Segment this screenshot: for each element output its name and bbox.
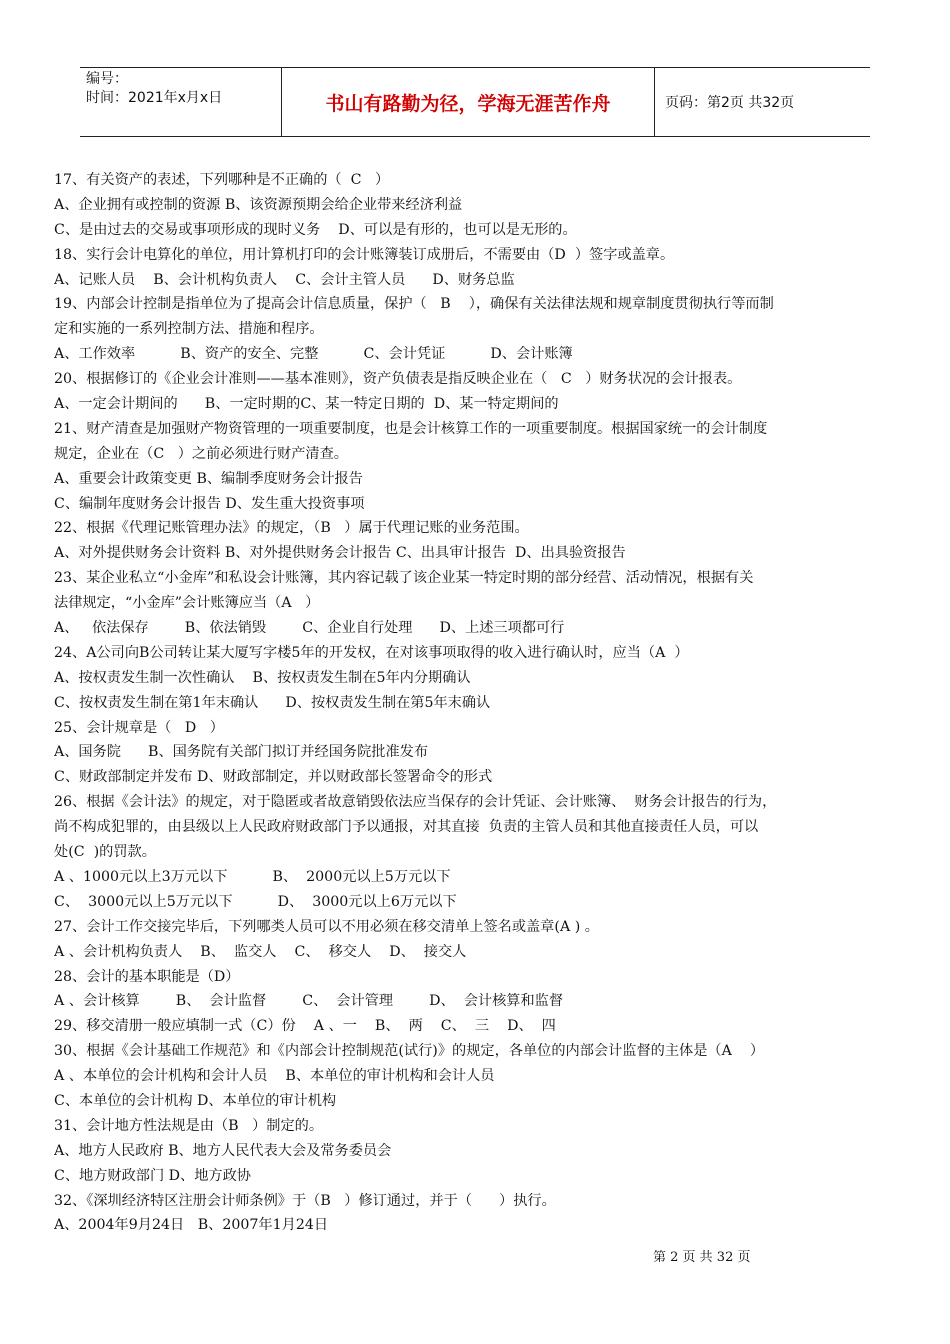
text-line: 17、有关资产的表述，下列哪种是不正确的（ C ） bbox=[54, 172, 390, 188]
document-time: 时间：2021年x月x日 bbox=[86, 90, 223, 106]
text-line: 30、根据《会计基础工作规范》和《内部会计控制规范(试行)》的规定，各单位的内部会计监督的主体是（A ） bbox=[54, 1043, 765, 1060]
text-line: 22、根据《代理记账管理办法》的规定，（B ）属于代理记账的业务范围。 bbox=[54, 520, 529, 537]
text-line: A 、会计核算 B、 会计监督 C、 会计管理 D、 会计核算和监督 bbox=[54, 993, 564, 1010]
text-line: 24、A公司向B公司转让某大厦写字楼5年的开发权，在对该事项取得的收入进行确认时，应当（A ） bbox=[54, 644, 689, 661]
text-line: 32、《深圳经济特区注册会计师条例》于（B ）修订通过，并于（ ）执行。 bbox=[54, 1192, 556, 1209]
text-line: A、国务院 B、国务院有关部门拟订并经国务院批准发布 bbox=[54, 744, 429, 761]
text-line: C、财政部制定并发布 D、财政部制定，并以财政部长签署命令的形式 bbox=[54, 769, 493, 786]
text-line: A、2004年9月24日 B、2007年1月24日 bbox=[54, 1217, 329, 1234]
text-line: A、地方人民政府 B、地方人民代表大会及常务委员会 bbox=[54, 1142, 392, 1159]
text-line: C、编制年度财务会计报告 D、发生重大投资事项 bbox=[54, 495, 365, 512]
text-line: 19、内部会计控制是指单位为了提高会计信息质量，保护（ B ），确保有关法律法规和规章制度贯彻执行等而制 bbox=[54, 296, 774, 313]
header-meta bbox=[80, 68, 282, 136]
text-line: 规定，企业在（C ）之前必须进行财产清查。 bbox=[54, 445, 348, 462]
text-line: 尚不构成犯罪的，由县级以上人民政府财政部门予以通报，对其直接 负责的主管人员和其他直接责任人员，可以 bbox=[54, 819, 759, 836]
page-header bbox=[80, 67, 870, 137]
text-line: 31、会计地方性法规是由（B ）制定的。 bbox=[54, 1117, 324, 1134]
text-line: 处(C )的罚款。 bbox=[54, 844, 156, 861]
text-line: A、对外提供财务会计资料 B、对外提供财务会计报告 C、出具审计报告 D、出具验资报告 bbox=[54, 545, 626, 562]
page-footer: 第 2 页 共 32 页 bbox=[653, 1250, 751, 1265]
text-line: A、重要会计政策变更 B、编制季度财务会计报告 bbox=[54, 470, 363, 487]
text-line: 18、实行会计电算化的单位，用计算机打印的会计账簿装订成册后，不需要由（D ）签字或盖章。 bbox=[54, 246, 675, 263]
text-line: A、工作效率 B、资产的安全、完整 C、会计凭证 D、会计账簿 bbox=[54, 346, 573, 363]
text-line: 23、某企业私立“小金库”和私设会计账簿，其内容记载了该企业某一特定时期的部分经营、活动情况，根据有关 bbox=[54, 570, 754, 587]
text-line: 21、财产清查是加强财产物资管理的一项重要制度，也是会计核算工作的一项重要制度。根据国家统一的会计制度 bbox=[54, 420, 768, 437]
text-line: A 、本单位的会计机构和会计人员 B、本单位的审计机构和会计人员 bbox=[54, 1068, 495, 1085]
text-line: 26、根据《会计法》的规定，对于隐匿或者故意销毁依法应当保存的会计凭证、会计账簿、 财务会计报告的行为， bbox=[54, 794, 777, 811]
text-line: 定和实施的一系列控制方法、措施和程序。 bbox=[54, 321, 324, 338]
question-list bbox=[54, 168, 896, 1238]
text-line: A、按权责发生制一次性确认 B、按权责发生制在5年内分期确认 bbox=[54, 669, 471, 686]
text-line: 29、移交清册一般应填制一式（C）份 A 、一 B、 两 C、 三 D、 四 bbox=[54, 1018, 556, 1035]
text-line: C、本单位的会计机构 D、本单位的审计机构 bbox=[54, 1092, 337, 1109]
text-line: 20、根据修订的《企业会计准则——基本准则》，资产负债表是指反映企业在（ C ）财务状况的会计报表。 bbox=[54, 371, 742, 388]
text-line: C、按权责发生制在第1年末确认 D、按权责发生制在第5年末确认 bbox=[54, 694, 491, 711]
header-page-info: 页码：第2页 共32页 bbox=[665, 95, 795, 111]
text-line: C、 3000元以上5万元以下 D、 3000元以上6万元以下 bbox=[54, 893, 457, 910]
text-line: A、 依法保存 B、依法销毁 C、企业自行处理 D、上述三项都可行 bbox=[54, 620, 565, 637]
text-line: C、地方财政部门 D、地方政协 bbox=[54, 1167, 251, 1184]
text-line: 27、会计工作交接完毕后，下列哪类人员可以不用必须在移交清单上签名或盖章(A ) 。 bbox=[54, 918, 599, 935]
text-line: A 、会计机构负责人 B、 监交人 C、 移交人 D、 接交人 bbox=[54, 943, 467, 960]
text-line: 28、会计的基本职能是（D） bbox=[54, 968, 240, 985]
text-line: A、记账人员 B、会计机构负责人 C、会计主管人员 D、财务总监 bbox=[54, 271, 515, 288]
document-number-label: 编号： bbox=[86, 71, 128, 87]
text-line: A 、1000元以上3万元以下 B、 2000元以上5万元以下 bbox=[54, 868, 451, 885]
text-line: 法律规定，“小金库”会计账簿应当（A ） bbox=[54, 595, 320, 612]
text-line: 25、会计规章是（ D ） bbox=[54, 719, 224, 736]
text-line: A、一定会计期间的 B、一定时期的C、某一特定日期的 D、某一特定期间的 bbox=[54, 396, 559, 413]
text-line: C、是由过去的交易或事项形成的现时义务 D、可以是有形的，也可以是无形的。 bbox=[54, 221, 577, 238]
header-motto: 书山有路勤为径，学海无涯苦作舟 bbox=[282, 68, 655, 136]
text-line: A、企业拥有或控制的资源 B、该资源预期会给企业带来经济利益 bbox=[54, 196, 463, 213]
